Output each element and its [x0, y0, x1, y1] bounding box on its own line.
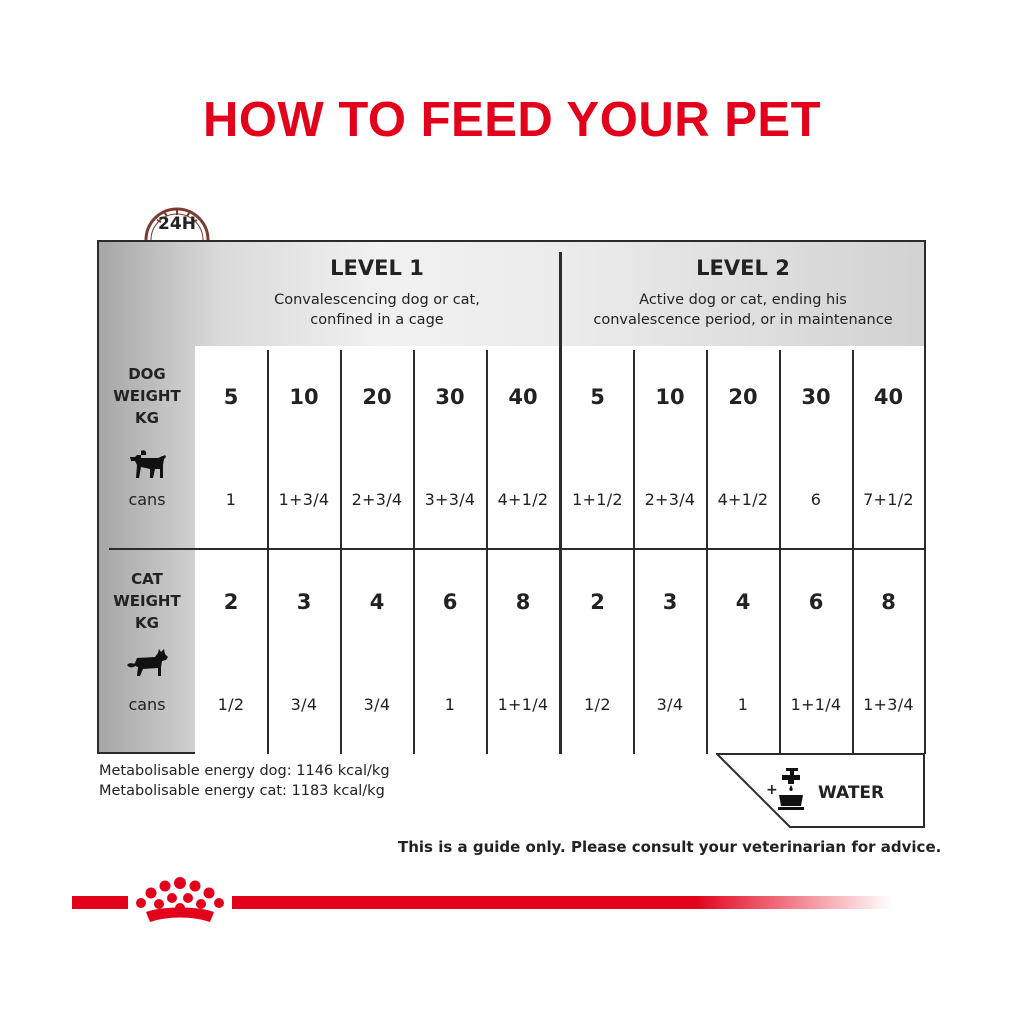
dog-weight-cell: 40 — [508, 385, 538, 409]
cat-cans-cell: 1/2 — [584, 695, 611, 714]
cat-cans-cell: 1/2 — [217, 695, 245, 714]
cat-weight-cell: 8 — [881, 590, 896, 614]
cat-weight-cell: 8 — [515, 590, 531, 614]
dog-cans-label: cans — [128, 490, 166, 509]
water-tap-bowl-icon — [776, 768, 806, 812]
dog-weight-cell: 30 — [435, 385, 465, 409]
cat-cans-cell: 3/4 — [290, 695, 318, 714]
cat-weight-cell: 2 — [223, 590, 239, 614]
water-label: WATER — [818, 783, 885, 803]
cat-cans-cell: 3/4 — [656, 695, 684, 714]
column-divider — [779, 350, 781, 754]
cat-weight-label-line1: CAT — [131, 570, 163, 588]
dog-cans-cell: 1+3/4 — [278, 490, 330, 509]
dog-weight-label-line1: DOG — [128, 365, 166, 383]
dog-weight-cell: 10 — [655, 385, 685, 409]
cat-cans-cell: 1 — [444, 695, 456, 714]
dog-weight-label-line3: KG — [135, 409, 159, 427]
dog-weight-label-line2: WEIGHT — [113, 387, 181, 405]
cat-weight-cell: 3 — [662, 590, 678, 614]
cat-weight-cell: 4 — [369, 590, 385, 614]
column-divider — [340, 350, 342, 754]
dog-cans-cell: 2+3/4 — [644, 490, 696, 509]
level2-subtitle-line1: Active dog or cat, ending his — [639, 292, 847, 308]
dog-cans-cell: 1+1/2 — [572, 490, 623, 509]
dog-cans-cell: 4+1/2 — [717, 490, 769, 509]
dog-weight-cell: 30 — [801, 385, 831, 409]
page-title: HOW TO FEED YOUR PET — [202, 93, 822, 147]
dog-weight-cell: 10 — [289, 385, 319, 409]
column-divider — [633, 350, 635, 754]
cat-weight-label-line3: KG — [135, 614, 159, 632]
column-divider — [852, 350, 854, 754]
energy-dog: Metabolisable energy dog: 1146 kcal/kg — [99, 763, 390, 779]
column-divider — [486, 350, 488, 754]
dog-cans-cell: 6 — [810, 490, 822, 509]
cat-weight-cell: 2 — [590, 590, 605, 614]
dog-weight-cell: 5 — [590, 385, 605, 409]
cat-cans-cell: 1+1/4 — [497, 695, 549, 714]
level2-subtitle-line2: convalescence period, or in maintenance — [593, 312, 893, 328]
dog-cans-cell: 4+1/2 — [497, 490, 549, 509]
dog-cans-cell: 1 — [225, 490, 237, 509]
level1-subtitle-line2: confined in a cage — [310, 312, 444, 328]
cat-cans-cell: 3/4 — [363, 695, 391, 714]
dog-weight-cell: 20 — [728, 385, 758, 409]
level2-title: LEVEL 2 — [696, 256, 790, 280]
dog-cans-cell: 7+1/2 — [863, 490, 914, 509]
dog-weight-cell: 40 — [873, 385, 904, 409]
cat-cans-cell: 1+3/4 — [863, 695, 914, 714]
column-divider — [413, 350, 415, 754]
water-plus: + — [766, 782, 778, 798]
cat-icon — [125, 647, 171, 677]
cat-cans-cell: 1+1/4 — [790, 695, 842, 714]
cat-weight-cell: 6 — [808, 590, 824, 614]
guide-disclaimer: This is a guide only. Please consult your veterinarian for advice. — [398, 838, 942, 856]
feeding-table — [97, 240, 926, 754]
dog-cat-divider — [109, 548, 924, 550]
clock-label: 24H — [158, 214, 196, 234]
dog-icon — [127, 445, 169, 479]
column-divider — [267, 350, 269, 754]
dog-cans-cell: 2+3/4 — [351, 490, 403, 509]
dog-cans-cell: 3+3/4 — [424, 490, 476, 509]
brand-line-right — [232, 896, 892, 909]
cat-weight-label-line2: WEIGHT — [113, 592, 181, 610]
cat-weight-cell: 3 — [296, 590, 312, 614]
dog-weight-cell: 20 — [362, 385, 392, 409]
energy-cat: Metabolisable energy cat: 1183 kcal/kg — [99, 783, 385, 799]
level1-subtitle-line1: Convalescencing dog or cat, — [274, 292, 480, 308]
cat-cans-label: cans — [128, 695, 166, 714]
column-divider — [706, 350, 708, 754]
cat-weight-cell: 4 — [735, 590, 751, 614]
brand-line-left — [72, 896, 128, 909]
cat-cans-cell: 1 — [737, 695, 749, 714]
level1-title: LEVEL 1 — [330, 256, 424, 280]
dog-weight-cell: 5 — [223, 385, 239, 409]
cat-weight-cell: 6 — [442, 590, 458, 614]
royal-canin-crown-icon — [132, 876, 228, 928]
